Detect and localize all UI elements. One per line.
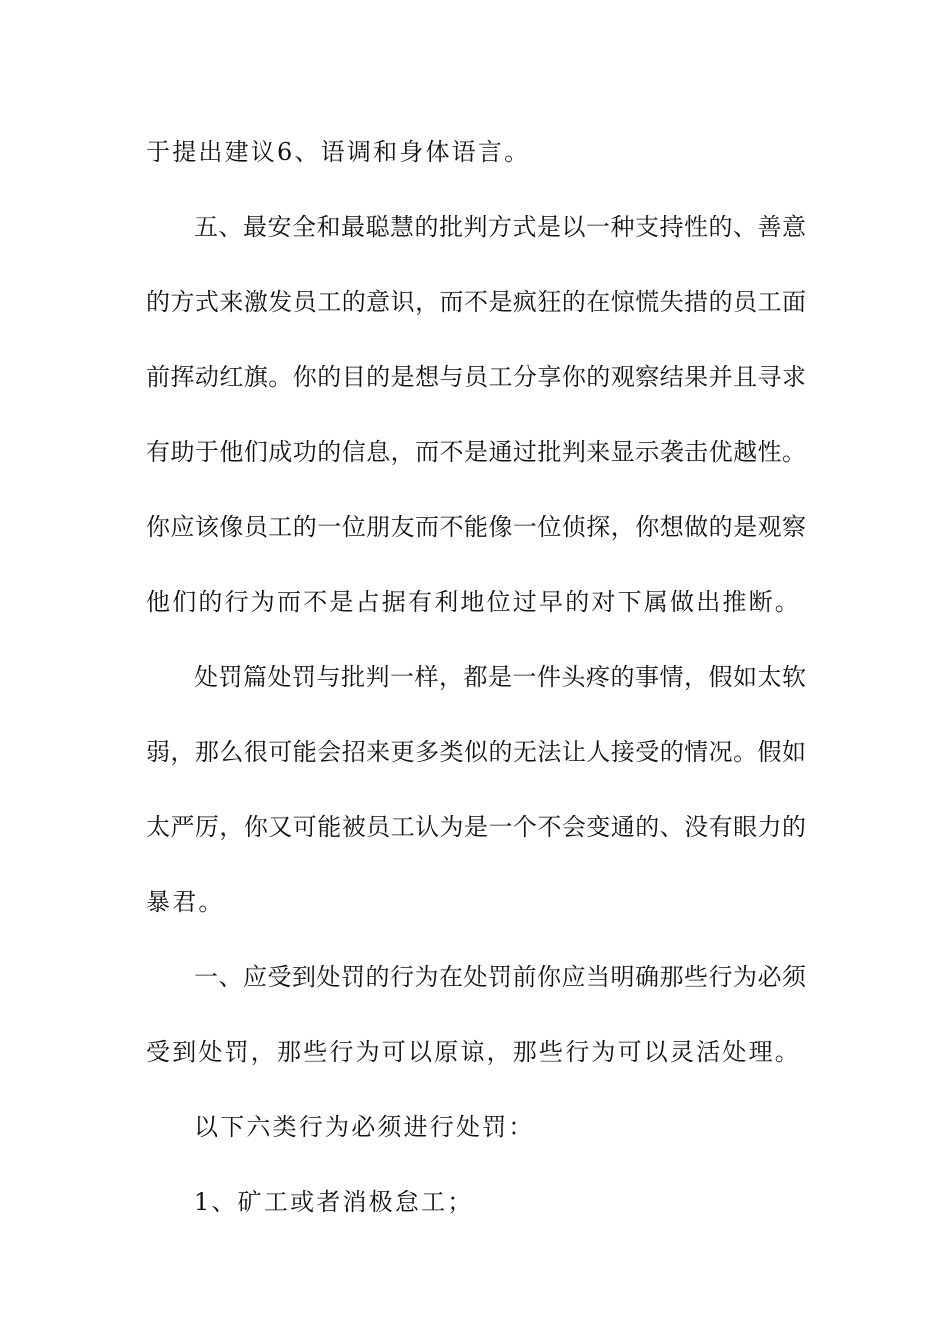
paragraph-start-line: 以下六类行为必须进行处罚： (194, 1113, 535, 1141)
paragraph-start-line: 一、应受到处罚的行为在处罚前你应当明确那些行为必须 (194, 963, 806, 991)
text-line: 有助于他们成功的信息，而不是通过批判来显示袭击优越性。 (146, 438, 806, 466)
text-line: 太严厉，你又可能被员工认为是一个不会变通的、没有眼力的 (146, 813, 806, 841)
text-line: 暴君。 (146, 888, 225, 916)
list-item-line: 1、矿工或者消极怠工； (194, 1188, 474, 1216)
text-line: 于提出建议6、语调和身体语言。 (146, 138, 531, 166)
paragraph-start-line: 五、最安全和最聪慧的批判方式是以一种支持性的、善意 (194, 213, 806, 241)
text-line: 的方式来激发员工的意识，而不是疯狂的在惊慌失措的员工面 (146, 288, 806, 316)
text-line: 弱，那么很可能会招来更多类似的无法让人接受的情况。假如 (146, 738, 806, 766)
text-line: 你应该像员工的一位朋友而不能像一位侦探，你想做的是观察 (146, 513, 806, 541)
text-line: 他们的行为而不是占据有利地位过早的对下属做出推断。 (146, 588, 801, 616)
paragraph-start-line: 处罚篇处罚与批判一样，都是一件头疼的事情，假如太软 (194, 663, 806, 691)
text-line: 受到处罚，那些行为可以原谅，那些行为可以灵活处理。 (146, 1038, 801, 1066)
text-line: 前挥动红旗。你的目的是想与员工分享你的观察结果并且寻求 (146, 363, 806, 391)
